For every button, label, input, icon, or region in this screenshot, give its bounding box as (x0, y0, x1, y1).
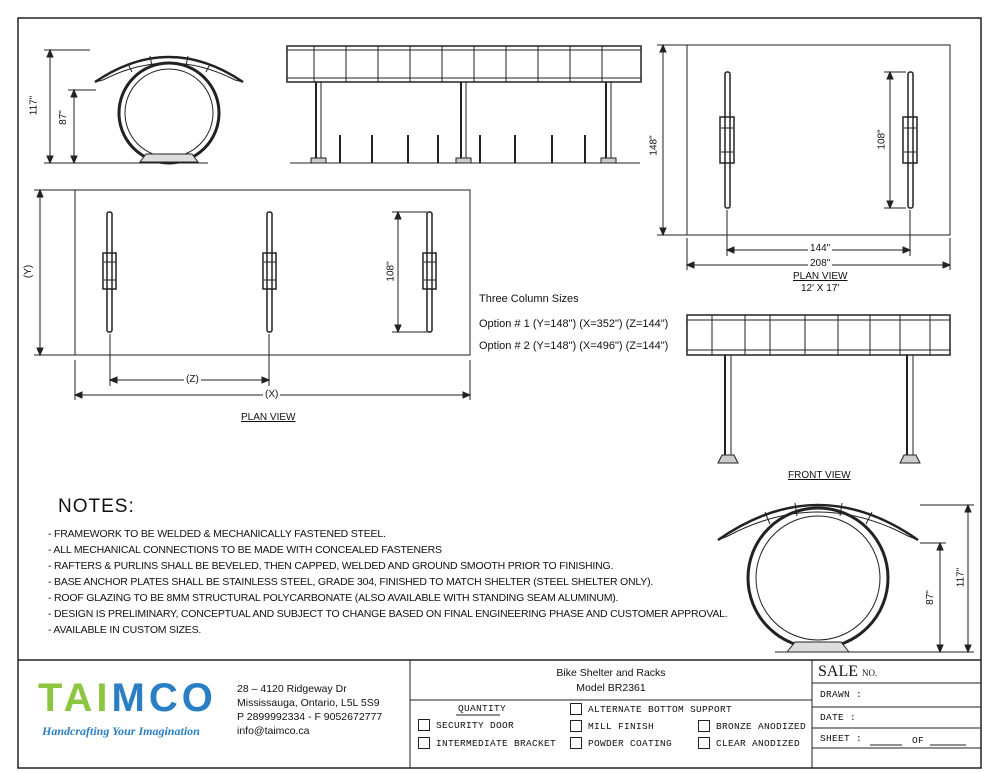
note-item: - ROOF GLAZING TO BE 8MM STRUCTURAL POLYCARBONATE (ALSO AVAILABLE WITH STANDING SEAM ALUMINUM). (48, 592, 619, 604)
sale-text: SALE (818, 663, 858, 680)
options-heading: Three Column Sizes (479, 293, 579, 305)
dim-right-rack: 108" (876, 129, 888, 150)
company-address-1: 28 – 4120 Ridgeway Dr (237, 683, 347, 695)
dim-side-total: 117" (28, 95, 40, 116)
company-logo-text: TAIMCO (38, 676, 217, 720)
dim-side-inner: 87" (57, 110, 69, 125)
checkbox-label: POWDER COATING (588, 737, 673, 749)
checkbox-label: BRONZE ANODIZED (716, 720, 807, 732)
note-item: - DESIGN IS PRELIMINARY, CONCEPTUAL AND SUBJECT TO CHANGE BASED ON FINAL ENGINEERING PHASE AND CUSTOMER APPROVAL. (48, 608, 728, 620)
plan-view-left (34, 190, 470, 400)
of-label: OF (912, 735, 925, 746)
dim-right-total-width: 208" (810, 258, 831, 269)
sheet-border (18, 18, 981, 768)
company-email: info@taimco.ca (237, 725, 310, 737)
checkbox-label: ALTERNATE BOTTOM SUPPORT (588, 703, 733, 715)
checkbox-label: SECURITY DOOR (436, 719, 515, 731)
clear-anodized-option[interactable] (698, 737, 800, 749)
checkbox-label: MILL FINISH (588, 720, 655, 732)
date-label: DATE : (820, 712, 857, 723)
side-elevation-bottom (718, 503, 974, 652)
bronze-anodized-option[interactable] (698, 720, 806, 732)
side-elevation (44, 50, 243, 163)
intermediate-bracket-option[interactable] (418, 737, 556, 749)
company-address-2: Mississauga, Ontario, L5L 5S9 (237, 697, 380, 709)
note-item: - AVAILABLE IN CUSTOM SIZES. (48, 624, 202, 636)
dim-bottom-total: 117" (955, 567, 967, 588)
front-elevation-top (287, 46, 641, 163)
option-1: Option # 1 (Y=148") (X=352") (Z=144") (479, 318, 669, 330)
product-model: Model BR2361 (576, 682, 646, 694)
company-tagline: Handcrafting Your Imagination (42, 724, 200, 738)
plan-view-right-label: PLAN VIEW (793, 271, 848, 282)
quantity-label: QUANTITY (458, 703, 507, 714)
drawn-label: DRAWN : (820, 689, 863, 700)
dim-bottom-inner: 87" (924, 590, 936, 605)
sale-label (818, 663, 877, 681)
powder-coating-option[interactable] (570, 737, 672, 749)
plan-view-right (657, 45, 950, 270)
plan-view-label: PLAN VIEW (241, 412, 296, 423)
note-item: - RAFTERS & PURLINS SHALL BE BEVELED, THEN CAPPED, WELDED AND GROUND SMOOTH PRIOR TO FINISHING. (48, 560, 614, 572)
dim-plan-rack: 108" (385, 261, 397, 282)
dim-right-height: 148" (648, 135, 660, 156)
company-phone: P 2899992334 - F 9052672777 (237, 711, 383, 723)
checkbox[interactable] (570, 737, 582, 749)
alt-bottom-option[interactable] (570, 703, 732, 715)
dim-right-inner-width: 144" (810, 243, 831, 254)
note-item: - FRAMEWORK TO BE WELDED & MECHANICALLY FASTENED STEEL. (48, 528, 386, 540)
checkbox[interactable] (570, 703, 582, 715)
checkbox[interactable] (418, 737, 430, 749)
note-item: - BASE ANCHOR PLATES SHALL BE STAINLESS STEEL, GRADE 304, FINISHED TO MATCH SHELTER (STEEL SHELTER ONLY). (48, 576, 654, 588)
dim-plan-z: (Z) (186, 374, 199, 385)
company-logo (38, 676, 217, 721)
checkbox[interactable] (418, 719, 430, 731)
notes-title: NOTES: (58, 496, 135, 517)
checkbox[interactable] (570, 720, 582, 732)
sale-no: NO. (862, 668, 878, 678)
checkbox-label: CLEAR ANODIZED (716, 737, 801, 749)
plan-view-right-size: 12' X 17' (801, 283, 840, 294)
sheet-label: SHEET : (820, 733, 863, 744)
option-2: Option # 2 (Y=148") (X=496") (Z=144") (479, 340, 669, 352)
mill-finish-option[interactable] (570, 720, 654, 732)
checkbox-label: INTERMEDIATE BRACKET (436, 737, 557, 749)
front-view-right (687, 315, 950, 463)
dim-plan-x: (X) (265, 389, 279, 400)
note-item: - ALL MECHANICAL CONNECTIONS TO BE MADE WITH CONCEALED FASTENERS (48, 544, 442, 556)
front-view-label: FRONT VIEW (788, 470, 851, 481)
security-door-option[interactable] (418, 719, 514, 731)
product-title: Bike Shelter and Racks (556, 667, 666, 679)
checkbox[interactable] (698, 720, 710, 732)
dim-plan-y: (Y) (23, 264, 35, 279)
checkbox[interactable] (698, 737, 710, 749)
